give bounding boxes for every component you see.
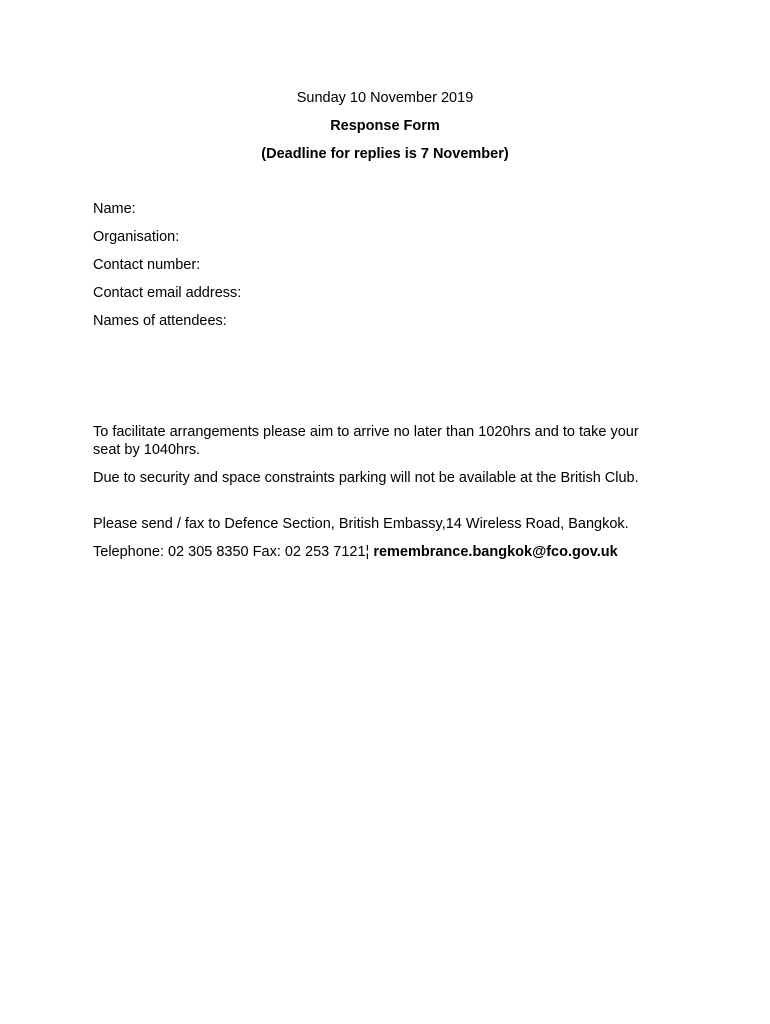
event-date: Sunday 10 November 2019 (296, 90, 474, 106)
organisation-field-label: Organisation: (93, 229, 180, 245)
contact-email-field-label: Contact email address: (93, 285, 242, 301)
parking-notice: Due to security and space constraints parking will not be available at the British Club. (93, 470, 639, 486)
contact-line (93, 543, 663, 561)
contact-email-link[interactable]: remembrance.bangkok@fco.gov.uk (373, 544, 618, 560)
deadline-note: (Deadline for replies is 7 November) (261, 146, 509, 162)
name-field-label: Name: (93, 201, 136, 217)
arrival-instructions: To facilitate arrangements please aim to arrive no later than 1020hrs and to take your seat by 1040hrs. (93, 424, 639, 458)
attendees-field-label: Names of attendees: (93, 313, 227, 329)
send-instructions: Please send / fax to Defence Section, British Embassy,14 Wireless Road, Bangkok. (93, 516, 629, 532)
telephone-fax-text: Telephone: 02 305 8350 Fax: 02 253 7121¦ (93, 544, 374, 560)
form-title: Response Form (330, 118, 440, 134)
contact-number-field-label: Contact number: (93, 257, 201, 273)
